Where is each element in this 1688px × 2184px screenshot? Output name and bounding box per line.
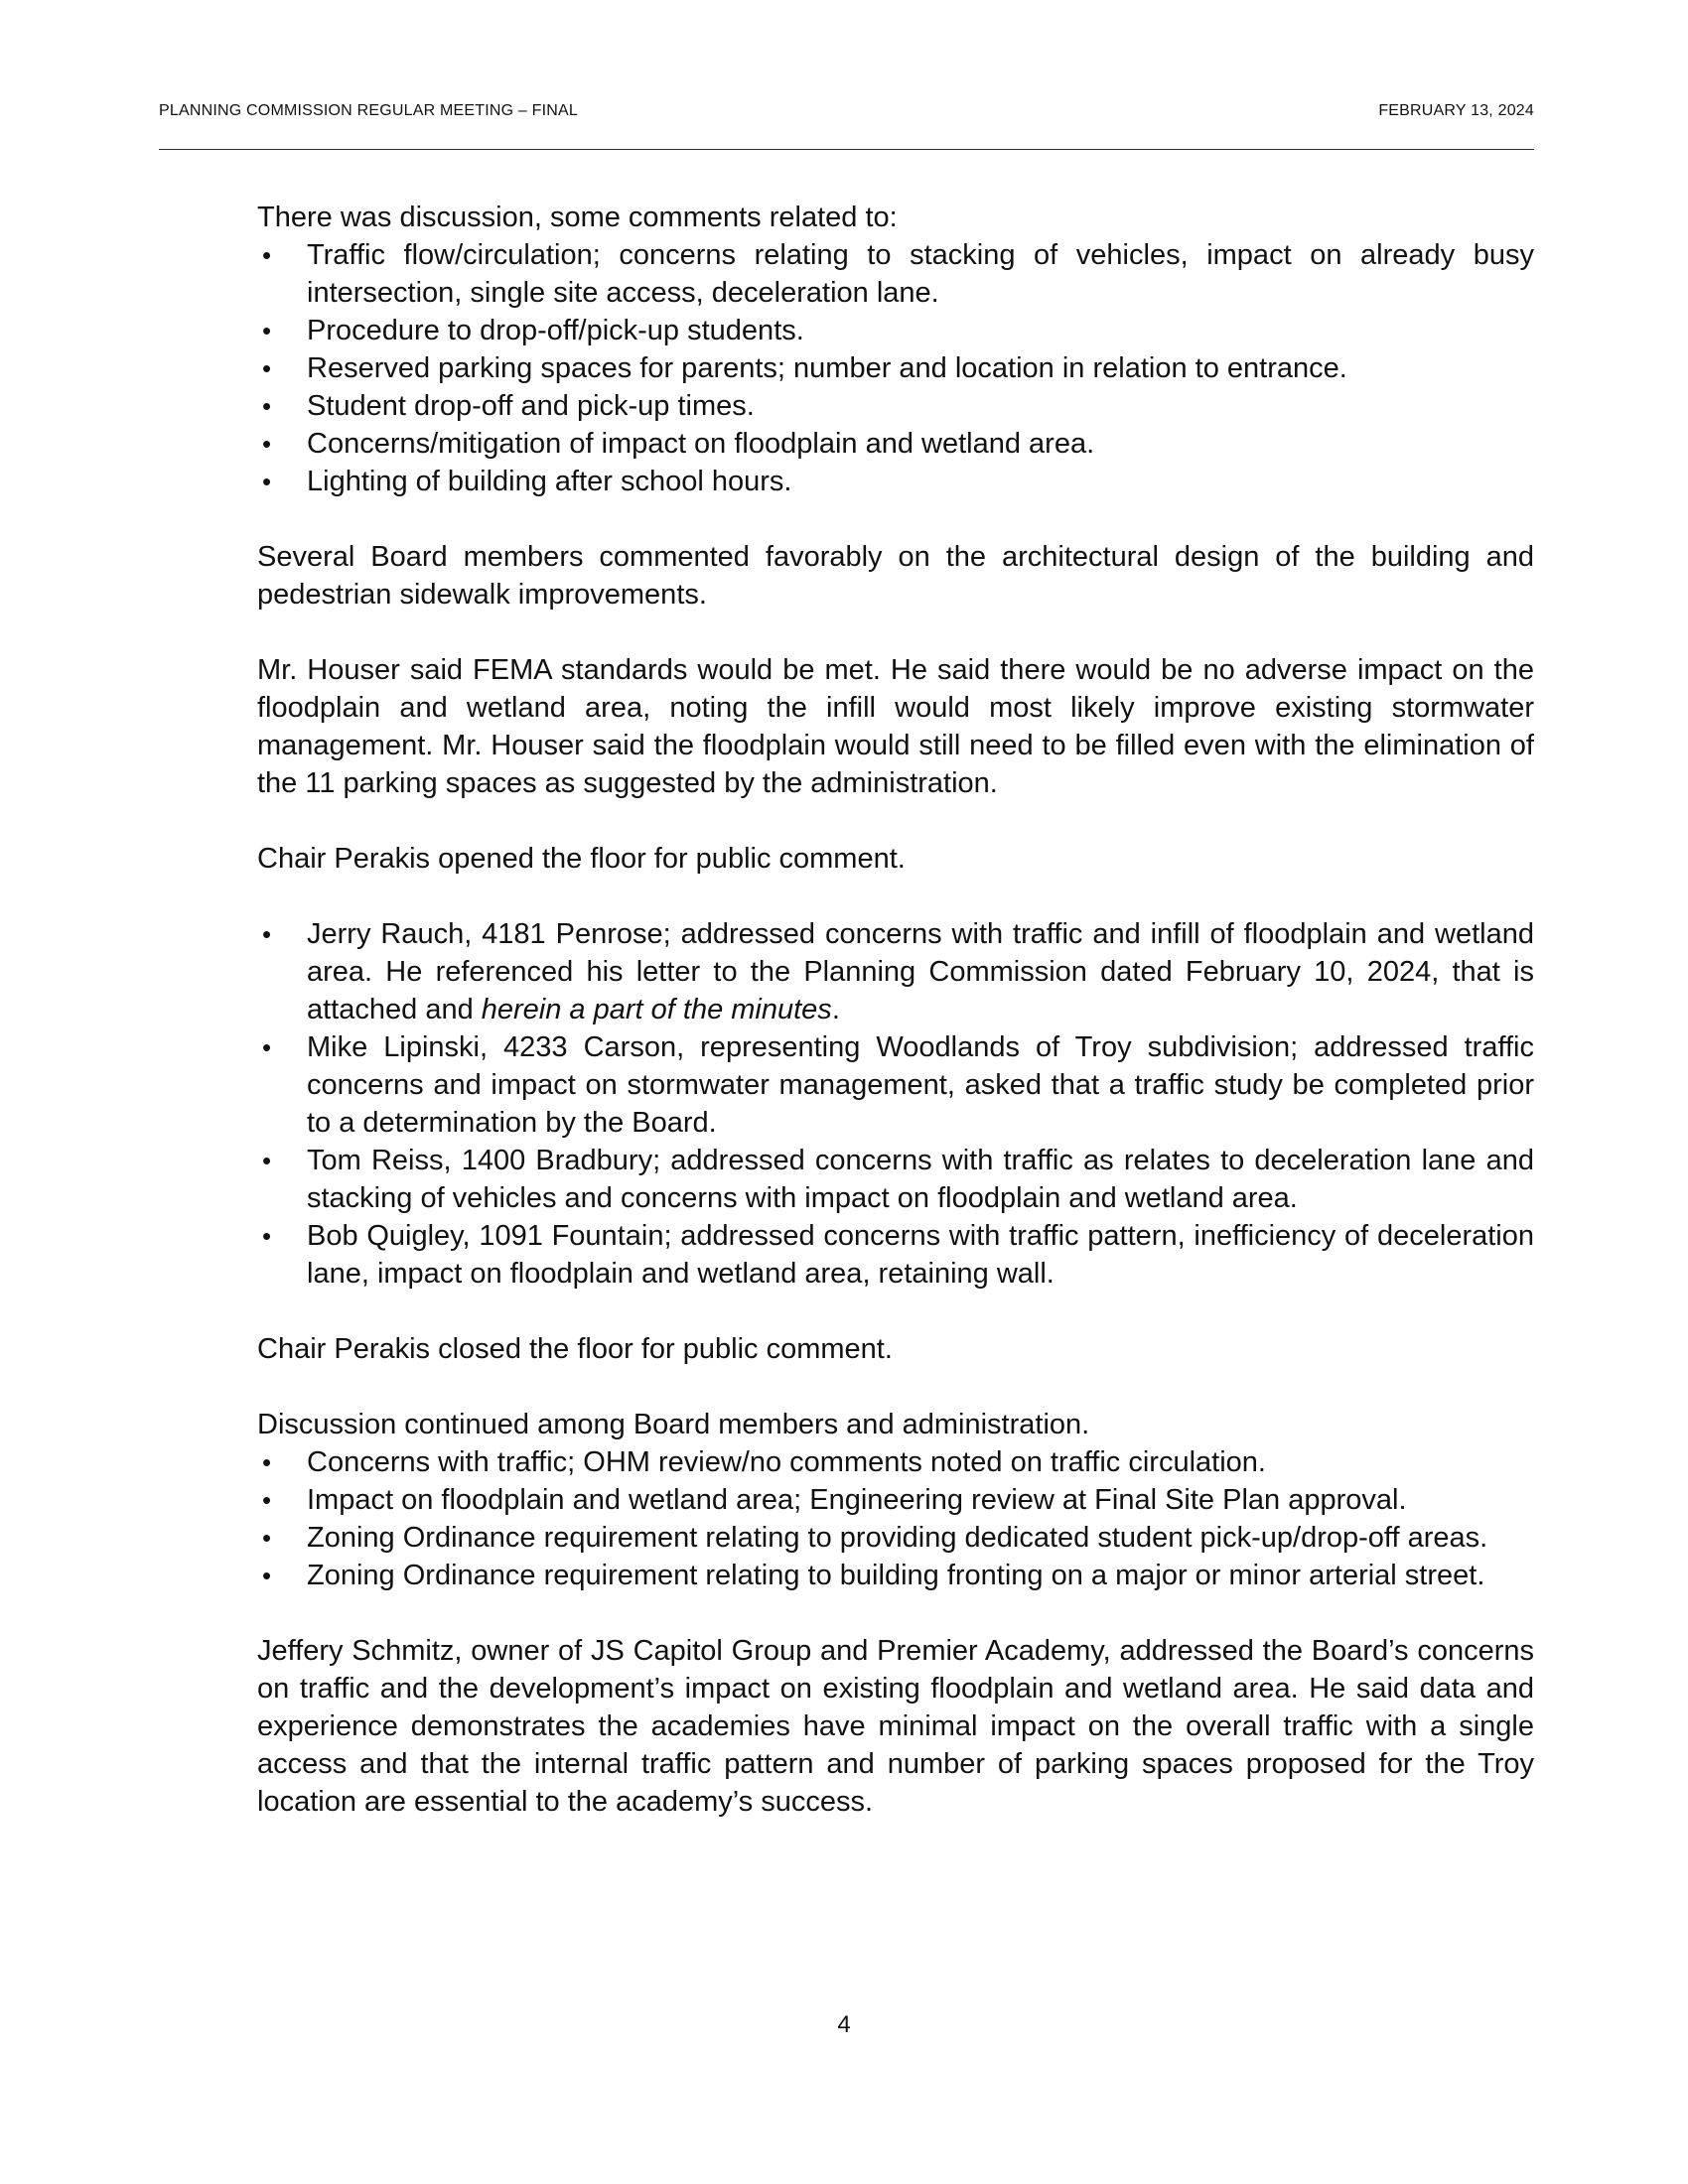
discussion-list bbox=[257, 236, 1534, 500]
bullet-icon: • bbox=[262, 316, 272, 345]
bullet-icon: • bbox=[262, 1447, 272, 1477]
bullet-icon: • bbox=[262, 1523, 272, 1553]
italic-phrase: herein a part of the minutes bbox=[481, 994, 832, 1025]
houser-paragraph: Mr. Houser said FEMA standards would be met. He said there would be no adverse impact on the floodplain and wetland area, noting the infill would most likely improve existing stormwater management. Mr. Houser said the floodplain would still need to be filled even with the elimination of the 11 parking spaces as suggested by the administration. bbox=[257, 654, 1534, 799]
header-divider bbox=[159, 149, 1534, 150]
page-header bbox=[159, 102, 1534, 124]
list-item: • Reserved parking spaces for parents; number and location in relation to entrance. bbox=[257, 349, 1534, 387]
continued-intro: Discussion continued among Board members and administration. bbox=[257, 1409, 1090, 1440]
bullet-icon: • bbox=[262, 429, 272, 459]
bullet-icon: • bbox=[262, 240, 272, 270]
bullet-icon: • bbox=[262, 1485, 272, 1515]
list-item: • Traffic flow/circulation; concerns relating to stacking of vehicles, impact on already busy intersection, single site access, deceleration lane. bbox=[257, 236, 1534, 312]
public-comment-closed: Chair Perakis closed the floor for public comment. bbox=[257, 1333, 893, 1365]
board-members-paragraph: Several Board members commented favorably on the architectural design of the building and pedestrian sidewalk improvements. bbox=[257, 541, 1534, 611]
list-item: • Bob Quigley, 1091 Fountain; addressed concerns with traffic pattern, inefficiency of deceleration lane, impact on floodplain and wetland area, retaining wall. bbox=[257, 1217, 1534, 1293]
continued-discussion-list bbox=[257, 1443, 1534, 1594]
list-item: • Student drop-off and pick-up times. bbox=[257, 387, 1534, 425]
list-item: • Mike Lipinski, 4233 Carson, representing Woodlands of Troy subdivision; addressed traffic concerns and impact on stormwater management, asked that a traffic study be completed prior to a determination by the Board. bbox=[257, 1028, 1534, 1142]
list-item: • Zoning Ordinance requirement relating to providing dedicated student pick-up/drop-off areas. bbox=[257, 1519, 1534, 1557]
header-date: FEBRUARY 13, 2024 bbox=[1378, 102, 1534, 119]
bullet-icon: • bbox=[262, 1032, 272, 1062]
header-meeting-title: PLANNING COMMISSION REGULAR MEETING – FINAL bbox=[159, 102, 578, 119]
page-number: 4 bbox=[837, 2011, 851, 2038]
bullet-icon: • bbox=[262, 353, 272, 383]
list-item: • Lighting of building after school hours. bbox=[257, 463, 1534, 500]
bullet-icon: • bbox=[262, 467, 272, 496]
minutes-body bbox=[257, 199, 1534, 1858]
discussion-intro: There was discussion, some comments related to: bbox=[257, 202, 898, 233]
schmitz-paragraph: Jeffery Schmitz, owner of JS Capitol Group and Premier Academy, addressed the Board’s concerns on traffic and the development’s impact on existing floodplain and wetland area. He said data and experience demonstrates the academies have minimal impact on the overall traffic with a single access and that the internal traffic pattern and number of parking spaces proposed for the Troy location are essential to the academy’s success. bbox=[257, 1635, 1534, 1818]
bullet-icon: • bbox=[262, 1221, 272, 1251]
list-item: • Concerns with traffic; OHM review/no comments noted on traffic circulation. bbox=[257, 1443, 1534, 1481]
bullet-icon: • bbox=[262, 1561, 272, 1590]
list-item: • Procedure to drop-off/pick-up students. bbox=[257, 312, 1534, 349]
list-item: • Tom Reiss, 1400 Bradbury; addressed concerns with traffic as relates to deceleration lane and stacking of vehicles and concerns with impact on floodplain and wetland area. bbox=[257, 1142, 1534, 1217]
bullet-icon: • bbox=[262, 1146, 272, 1175]
bullet-icon: • bbox=[262, 391, 272, 421]
list-item: • Impact on floodplain and wetland area; Engineering review at Final Site Plan approval. bbox=[257, 1481, 1534, 1519]
list-item: • Concerns/mitigation of impact on floodplain and wetland area. bbox=[257, 425, 1534, 463]
bullet-icon: • bbox=[262, 919, 272, 949]
public-comment-opened: Chair Perakis opened the floor for public comment. bbox=[257, 843, 906, 875]
list-item: • Zoning Ordinance requirement relating to building fronting on a major or minor arterial street. bbox=[257, 1557, 1534, 1594]
list-item: • Jerry Rauch, 4181 Penrose; addressed concerns with traffic and infill of floodplain and wetland area. He referenced his letter to the Planning Commission dated February 10, 2024, that is attached and herein a part of the minutes. bbox=[257, 915, 1534, 1028]
public-comment-list bbox=[257, 915, 1534, 1293]
